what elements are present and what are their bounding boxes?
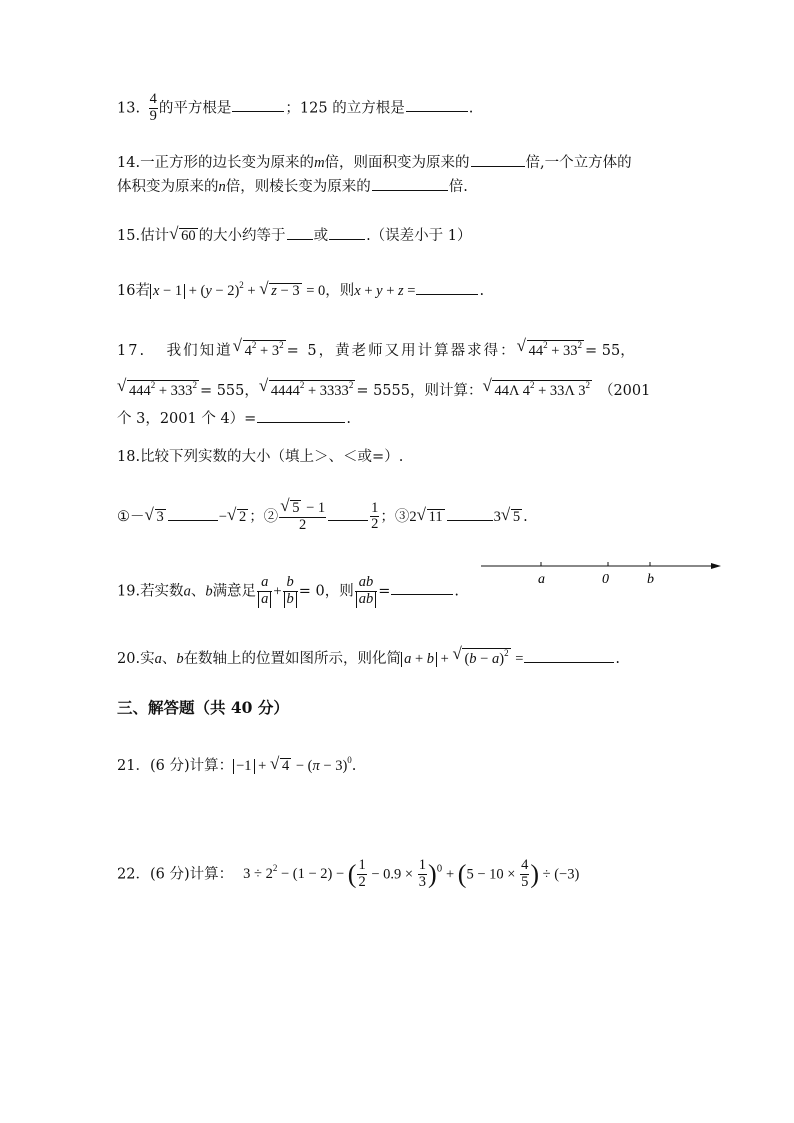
q13-text: 的平方根是 — [158, 100, 232, 117]
q20-number: 20. — [117, 651, 141, 667]
question-19: 19.若实数a、b满意足 $\frac{a}{a}$ + $\frac{b}{b}$ = 0，则 $\frac{ab}{ab}$ = . — [117, 574, 459, 607]
sqrt-expr: √ $4444^2 + 3333^2$ — [260, 380, 355, 399]
q17-text: 个 3，2001 个 4）= — [117, 411, 257, 427]
question-15 — [117, 228, 472, 244]
sqrt-expr: √ $44^2 + 33^2$ — [518, 340, 584, 359]
arrow-right-icon — [711, 563, 721, 569]
question-18-items: ①－√ 3 −√ 2 ；② √ $\frac{5 - 1}{2}$ $\frac{1}{2}$ ；③2√ 11 3√ 5 . — [117, 500, 528, 534]
abs-minus-1: −1 — [233, 759, 254, 774]
q19-text: 若实数 — [140, 583, 184, 600]
sqrt-5: √ 5 — [502, 509, 522, 525]
answer-blank[interactable] — [524, 661, 614, 663]
answer-blank[interactable] — [232, 110, 284, 112]
answer-blank[interactable] — [168, 519, 218, 521]
q19-end: . — [454, 583, 459, 600]
q19-text: = — [378, 583, 391, 600]
q22-text: (6 分)计算： — [149, 866, 234, 883]
question-17-line2 — [117, 380, 650, 399]
q17-text: = 5555，则计算： — [356, 383, 483, 399]
q20-text: 、 — [161, 651, 177, 667]
q14-text: 倍,一个立方体的 — [525, 155, 632, 171]
answer-blank[interactable] — [257, 421, 345, 423]
q15-text: 的大小约等于 — [198, 228, 286, 244]
q17-text: = 555， — [199, 383, 259, 399]
var-n: n — [218, 179, 226, 195]
q17-text: （2001 — [598, 383, 651, 399]
q15-or: 或 — [313, 228, 329, 244]
q14-number: 14. — [117, 155, 141, 171]
sqrt-expr: √ $444^2 + 333^2$ — [118, 380, 199, 399]
q18-number: 18. — [117, 449, 141, 465]
answer-blank[interactable] — [372, 189, 448, 191]
answer-blank[interactable] — [287, 238, 313, 240]
sqrt-11: √ 11 — [418, 509, 445, 525]
q21-end: . — [351, 758, 357, 774]
question-20: 20.实a、b在数轴上的位置如图所示，则化简 a + b + √ $(b - a)^2$ = . — [117, 648, 620, 667]
q13-number: 13. — [117, 100, 141, 117]
sqrt-b-minus-a-squared: √ $(b - a)^2$ — [453, 648, 510, 667]
q13-end: . — [468, 100, 474, 117]
q16-text: ，则 — [325, 283, 355, 299]
fraction-a-over-abs-a: $\frac{a}{a}$ — [257, 575, 272, 608]
sqrt-2: √ 2 — [228, 509, 248, 525]
q15-number: 15. — [117, 228, 141, 244]
abs-a-plus-b: a + b — [401, 652, 437, 667]
question-18 — [117, 450, 403, 465]
section-heading: 三、解答题（共 40 分） — [117, 698, 289, 717]
question-17-line1 — [117, 340, 635, 359]
q22-number: 22． — [117, 866, 150, 883]
sqrt-expr: √ $4^2 + 3^2$ — [234, 340, 286, 359]
radicand: 60 — [181, 228, 196, 244]
fraction-sqrt5-minus1-over-2: √ $\frac{5 - 1}{2}$ — [279, 500, 326, 534]
q15-text: 估计 — [140, 228, 170, 244]
label-0: 0 — [602, 572, 609, 587]
q19-number: 19. — [117, 583, 141, 600]
answer-blank[interactable] — [329, 238, 365, 240]
q15-text: .（误差小于 1） — [366, 228, 472, 244]
q21-text: (6 分)计算： — [149, 758, 234, 774]
fraction-4-9: $\frac{4}{9}$ — [149, 91, 157, 124]
q18-text: ①－ — [117, 508, 145, 525]
q18-end: . — [523, 508, 528, 525]
label-b: b — [647, 572, 654, 587]
var-m: m — [314, 155, 325, 171]
question-14-line1 — [117, 156, 632, 171]
q17-text: = 5，黄老师又用计算器求得： — [286, 343, 517, 359]
sqrt-expr: √ 44Λ $4^2 + 33\Lambda$ $3^2$ — [483, 380, 591, 399]
sqrt-60 — [170, 228, 198, 244]
q19-text: 满意足 — [212, 583, 257, 600]
q20-text: 在数轴上的位置如图所示，则化简 — [183, 651, 402, 667]
q17-text: = 55， — [585, 343, 635, 359]
q17-end: . — [346, 411, 351, 427]
q16-end: . — [479, 283, 485, 299]
answer-blank[interactable] — [447, 519, 493, 521]
answer-blank[interactable] — [416, 293, 478, 295]
fraction-ab-over-abs-ab: $\frac{ab}{ab}$ — [355, 575, 378, 608]
fraction-1-2: $\frac{1}{2}$ — [358, 857, 366, 890]
sqrt-4: √ 4 — [271, 758, 291, 774]
q20-text: 实 — [140, 651, 155, 667]
answer-blank[interactable] — [328, 519, 368, 521]
q13-sep: ； — [285, 100, 300, 117]
fraction-1-2: $\frac{1}{2}$ — [371, 499, 379, 533]
q16-text: 若 — [135, 283, 150, 299]
abs-x-minus-1: x − 1 — [150, 284, 185, 299]
q16-number: 16 — [117, 283, 136, 299]
sqrt-z-minus-3: √ z − 3 — [260, 283, 301, 299]
question-22: 22．(6 分)计算： $3 \div 2^2 - (1 - 2)$ − ( $\frac{1}{2}$ − 0.9 × $\frac{1}{3}$ )$^0$ + (5 − 10 × $\frac{4}{5}$ ) ÷ (−3) — [117, 857, 580, 890]
answer-blank[interactable] — [391, 593, 453, 595]
sqrt-3: √ 3 — [146, 509, 166, 525]
question-16: 16若 $x - 1 + (y - 2)^2$ + √ z − 3 = 0，则x + y + z = . — [117, 281, 484, 299]
question-13 — [117, 92, 473, 125]
q13-text2: 125 的立方根是 — [299, 100, 405, 117]
q18-text: ；② — [249, 508, 279, 525]
number-line — [481, 560, 721, 590]
q19-text: 、 — [190, 583, 206, 600]
q20-end: . — [615, 651, 620, 667]
fraction-4-5: $\frac{4}{5}$ — [521, 857, 529, 890]
question-14-line2 — [117, 180, 468, 195]
q21-number: 21． — [117, 758, 150, 774]
label-a: a — [538, 572, 545, 587]
answer-blank[interactable] — [471, 165, 525, 167]
q14-text: 倍，则面积变为原来的 — [324, 155, 470, 171]
q14-text: 倍. — [448, 179, 468, 195]
q14-text: 倍，则棱长变为原来的 — [225, 179, 371, 195]
question-17-line3 — [117, 412, 351, 427]
q18-text: ；③ — [380, 508, 410, 525]
q18-text: 比较下列实数的大小（填上＞、＜或=）. — [140, 449, 404, 465]
q17-number: 17. — [117, 343, 147, 359]
q17-text: 我们知道 — [166, 343, 233, 359]
fraction-1-3: $\frac{1}{3}$ — [418, 857, 426, 890]
q19-text: = 0，则 — [298, 583, 354, 600]
answer-blank[interactable] — [406, 110, 468, 112]
question-21: 21．(6 分)计算： −1 + √ $4 - (\pi - 3)^0$. — [117, 756, 356, 774]
fraction-b-over-abs-b: $\frac{b}{b}$ — [283, 575, 298, 608]
q14-text: 一正方形的边长变为原来的 — [140, 155, 315, 171]
q14-text: 体积变为原来的 — [117, 179, 219, 195]
